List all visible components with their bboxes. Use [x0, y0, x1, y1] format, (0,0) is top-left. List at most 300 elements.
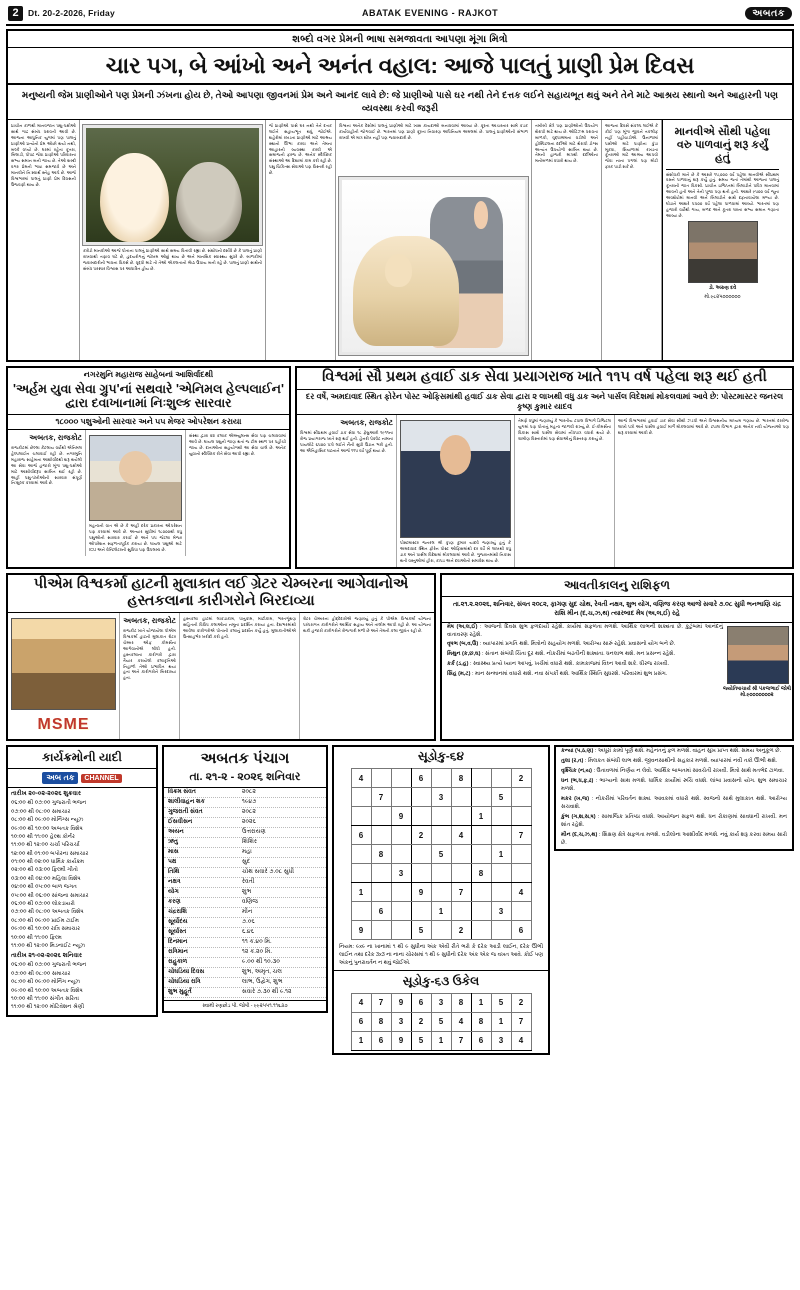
program-line: ૧૧:૦૦ થી ૧૨:૦૦ મોટિવેશન શ્રેણી [11, 1004, 85, 1011]
sudoku-cell[interactable] [491, 883, 511, 902]
program-day-label: તારીખ ૨૦-૦૨-૨૦૨૬ શુક્રવાર [11, 790, 82, 798]
sudoku-cell[interactable]: 9 [391, 807, 411, 826]
masthead-left [8, 6, 115, 21]
program-line: ૦૮:૦૦ થી ૦૯:૦૦ મોર્નિંગ ન્યૂઝ [11, 979, 81, 986]
sudoku-cell[interactable]: 2 [451, 921, 471, 940]
masthead-right [745, 7, 792, 20]
panchang-row [164, 818, 326, 828]
sudoku-cell[interactable] [391, 902, 411, 921]
story2-col3-text: સંસ્થા દ્વારા ૨૪ કલાક એમ્બ્યુલન્સ સેવા પણ ચલાવવામાં આવે છે. ઘાયલ પશુની જાણ થતાં જ ટીમ સ્થળ પર પહોંચી જાય છે. દાતાઓના સહયોગથી આ સેવા ચાલે છે. અનેક યુવાનો સ્વૈચ્છિક રીતે સેવા આપી રહ્યા છે. [189, 433, 286, 456]
panchang-key: શાલીવાહન શક [168, 799, 205, 806]
sudoku-row [351, 769, 531, 788]
rashi-text: અધૂરાં કામો પૂર્ણ થશે. મહેનતનું ફળ મળશે. વાહન સુખ પ્રાપ્ત થશે. સમય અનુકૂળ છે. [597, 748, 781, 755]
sudoku-cell[interactable]: 8 [471, 864, 491, 883]
rashi-sign: સિંહ (મ,ટ) [447, 671, 471, 678]
panchang-block [162, 745, 328, 1013]
rashi-item: તુલા (ર,ત) : મિલકત સંબંધી લાભ થશે. જીવનસાથીનો સહકાર મળશે. વ્યાપારમાં નવી તકો ઊભી થશે. [561, 758, 778, 765]
panchang-row [164, 898, 326, 908]
sudoku-cell[interactable] [431, 807, 451, 826]
sudoku-grid[interactable] [351, 768, 532, 940]
rashi-item: કન્યા (પ,ઠ,ણ) : અધૂરાં કામો પૂર્ણ થશે. મહેનતનું ફળ મળશે. વાહન સુખ પ્રાપ્ત થશે. સમય અનુકૂળ છે. [561, 748, 781, 755]
story4-col2-text: હસ્તકલા હાટમાં લાકડાકામ, ધાતુકામ, માટીકામ, ભરતગૂંથણ સહિતની વિવિધ કલાઓના નમૂના પ્રદર્શિત કરાયા હતા. દેશભરમાંથી આવેલા કારીગરોએ પોતાની કલાનું પ્રદર્શન કર્યું હતું. મુલાકાતીઓએ ઉત્સાહભેર ખરીદી કરી હતી. [183, 616, 296, 639]
sudoku-cell[interactable] [391, 769, 411, 788]
lead-kicker: શબ્દો વગર પ્રેમની ભાષા સમજાવતા આપણા મૂંગા મિત્રો [8, 31, 792, 48]
dog-figure [353, 236, 459, 346]
program-line: ૦૯:૦૦ થી ૧૦:૦૦ રાત્રિ સમાચાર [11, 926, 81, 933]
sudoku-cell[interactable] [491, 807, 511, 826]
sudoku-title: સૂડોકુ-૬૪ [418, 749, 464, 764]
panchang-key: અયન [168, 829, 184, 836]
program-line: ૦૨:૦૦ થી ૦૩:૦૦ ફિલ્મી ગીતો [11, 867, 78, 874]
sudoku-cell[interactable]: 3 [491, 902, 511, 921]
panchang-value: શુભ [241, 889, 252, 896]
panchang-row [164, 868, 326, 878]
panchang-value: ઉત્તરાયણ [241, 829, 266, 836]
rashifal-title: આવતીકાલનુ રાશિફળ [442, 575, 792, 597]
sudoku-cell[interactable]: 8 [451, 769, 471, 788]
postmaster-photo [400, 420, 511, 538]
panchang-key: શુભ મુહૂર્ત [168, 989, 192, 996]
story3-headline: વિશ્વમાં સૌ પ્રથમ હવાઈ ડાક સેવા પ્રયાગરાજ ખાતે ૧૧૫ વર્ષ પહેલા શરૂ થઈ હતી [297, 368, 792, 390]
rashi-text: સ્વાસ્થ્ય પ્રત્યે ધ્યાન આપવું. ખર્ચમાં વધારો થશે. કામકાજમાં વિઘ્ન આવી શકે. ધીરજ રાખવી. [473, 661, 670, 668]
animal-helpline-article [6, 366, 291, 569]
program-line: ૧૨:૦૦ થી ૦૧:૦૦ બપોરના સમાચાર [11, 850, 89, 857]
rashi-text: માન સન્માનમાં વધારો થશે. નવા સંપર્કો થશે. આર્થિક સ્થિતિ સુધરશે. પરિવારમાં શુભ પ્રસંગ. [475, 671, 668, 678]
sudoku-cell[interactable] [351, 902, 371, 921]
rashi-item: કર્ક (ડ,હ) : સ્વાસ્થ્ય પ્રત્યે ધ્યાન આપવું. ખર્ચમાં વધારો થશે. કામકાજમાં વિઘ્ન આવી શકે. ધીરજ રાખવી. [447, 661, 670, 668]
panchang-logo-right: પંચાગ [253, 750, 290, 768]
sudoku-cell[interactable] [471, 826, 491, 845]
sudoku-cell[interactable]: 5 [431, 845, 451, 864]
sudoku-cell[interactable] [371, 826, 391, 845]
boy-and-dog-photo [339, 177, 528, 355]
panchang-row [164, 928, 326, 938]
rashifal-sub: તા.૨૧.૨.૨૦૨૬, શનિવાર, સંવત ૨૦૮૨, ફાગણ સુદ ચોથ, રેવતી નક્ષત્ર, શુભ યોગ, વણિજ કરણ આજે સવારે ૭.૦૮ સુધી ભનભાણિ ચંદ્ર રાશિ મીન (દ,ચ,ઝ,થ) ત્યારબાદ મેષ (અ,લ,ઈ) રહે [442, 597, 792, 623]
sudoku-cell[interactable] [451, 807, 471, 826]
sudoku-cell[interactable] [451, 845, 471, 864]
story3-col-4 [615, 415, 792, 567]
publication-name: ABATAK EVENING - RAJKOT [362, 8, 499, 18]
program-line: ૧૦:૦૦ થી ૧૧:૦૦ સંગીત સરિતા [11, 995, 79, 1002]
sudoku-cell[interactable] [371, 807, 391, 826]
sudoku-cell[interactable] [431, 921, 451, 940]
sudoku-cell[interactable] [371, 769, 391, 788]
panchang-key: સૂર્યાસ્ત [168, 929, 187, 936]
panchang-value: સવારે ૭.૩૦ થી ૯.૧૨ [241, 989, 292, 996]
story3-body [297, 415, 792, 567]
panchang-value: ૬.૪૬ [241, 929, 255, 936]
sudoku-solution-cell: 5 [491, 993, 511, 1012]
story3-col-3 [515, 415, 615, 567]
sudoku-row [351, 902, 531, 921]
story3-col3-text: તેમણે વધુમાં જણાવ્યું કે ભારતીય ટપાલ વિભાગે ડિજિટલ યુગમાં પણ પોતાનું મહત્વ જાળવી રાખ્યું છે. ઈ-કોમર્સના વિકાસ સાથે પાર્સલ સેવામાં નોંધપાત્ર વધારો થયો છે. ગ્રામીણ વિસ્તારોમાં પણ સેવાઓનું વિસ્તરણ કરાયું છે. [518, 418, 611, 442]
sudoku-cell[interactable] [471, 845, 491, 864]
publication-date: Dt. 20-2-2026, Friday [28, 8, 115, 18]
panchang-row [164, 938, 326, 948]
sudoku-cell[interactable] [411, 902, 431, 921]
monk-photo [89, 435, 182, 521]
panchang-footer: સ્વામી રણછોડ પી. જોષી - ૯૯૨૫૫૧.૧૧૬૩૭ [164, 1000, 326, 1011]
panchang-value: ૨૦૮૨ [241, 789, 256, 796]
lead-sidebox [662, 120, 782, 360]
panchang-key: રાહુકાળ [168, 959, 188, 966]
panchang-row [164, 848, 326, 858]
event-photo [11, 618, 116, 710]
panchang-value: ૯.૦૦ થી ૧૦.૩૦ [241, 959, 280, 966]
lead-column-3 [266, 120, 336, 360]
sudoku-solution-cell: 1 [491, 1012, 511, 1031]
sudoku-solution-cell: 2 [511, 993, 531, 1012]
rashi-text: વ્યાપારમાં પ્રગતિ થશે. મિત્રોનો સહયોગ મળશે. આરોગ્ય સારું રહેશે. પ્રવાસનો યોગ બને છે. [482, 641, 676, 648]
rashi-text: નોકરીમાં પરિવર્તન શક્ય. આવકમાં વધારો થશે. સ્વજનો સાથે મુલાકાત થશે. આરોગ્ય સચવાશે. [561, 796, 787, 811]
sudoku-cell[interactable]: 2 [511, 769, 531, 788]
sudoku-row [351, 788, 531, 807]
sudoku-cell[interactable] [491, 769, 511, 788]
sudoku-cell[interactable] [491, 864, 511, 883]
story3-dateline: અબતક, રાજકોટ [340, 418, 393, 428]
sudoku-cell[interactable]: 4 [511, 883, 531, 902]
sudoku-cell[interactable]: 2 [411, 826, 431, 845]
sudoku-cell[interactable]: 5 [411, 921, 431, 940]
panchang-value: સુદ [241, 859, 251, 866]
panchang-key: ચોઘડિયા દિવસ [168, 969, 205, 976]
panchang-row [164, 978, 326, 988]
lead-column-5 [532, 120, 602, 360]
sudoku-cell[interactable] [351, 864, 371, 883]
story2-col-photo [86, 430, 186, 555]
sudoku-cell[interactable] [371, 883, 391, 902]
sudoku-cell[interactable] [391, 845, 411, 864]
sudoku-cell[interactable] [511, 902, 531, 921]
sudoku-cell[interactable] [451, 902, 471, 921]
sudoku-cell[interactable] [511, 807, 531, 826]
sudoku-solution-cell: 8 [471, 1012, 491, 1031]
sudoku-cell[interactable] [431, 883, 451, 902]
sudoku-solution-cell: 8 [451, 993, 471, 1012]
msme-logo: MSME [37, 716, 90, 734]
sidebox-text: સંશોધકો માને છે કે આશરે ૧૫,૦૦૦ વર્ષ પહેલા માનવીએ સૌપ્રથમ વરુને પાળવાનું શરૂ કર્યું હતું. સમય જતાં તેમાંથી આજના પાલતું કૂતરાની જાત વિકસી. પ્રાચીન ઇજિપ્તમાં બિલાડીને પવિત્ર માનવામાં આવતી હતી અને તેની પૂજા પણ થતી હતી. આશરે ૯૫૦૦ વર્ષ જૂના અવશેષોમાં માનવી અને બિલાડીને સાથે દફનાવાયેલા મળ્યા છે. ઘોડાને આશરે ૫૫૦૦ વર્ષ પહેલા પાળવામાં આવ્યો. ભારતમાં પણ હજારો વર્ષોથી ગાય, બળદ અને કૂતરા ઘરના સભ્ય સમાન ગણાતા આવ્યા છે. [666, 171, 779, 218]
sudoku-cell[interactable] [411, 864, 431, 883]
rashi-sign: મેષ (અ,લ,ઈ) [447, 623, 478, 630]
panchang-row [164, 858, 326, 868]
panchang-row [164, 958, 326, 968]
story2-col-3 [186, 430, 289, 555]
panchang-key: કરણ [168, 899, 181, 906]
sudoku-cell[interactable]: 1 [491, 845, 511, 864]
rashi-item: ધન (ભ,ધ,ફ,ઢ) : ભાગ્યનો સાથ મળશે. ધાર્મિક કાર્યોમાં રુચિ વધશે. લાંબા પ્રવાસનો યોગ. શુભ સમાચાર મળશે. [561, 778, 787, 793]
sudoku-cell[interactable] [411, 845, 431, 864]
rashi-text: ઉતાવળમાં નિર્ણય ન લેવો. આર્થિક બાબતમાં સાવચેતી રાખવી. મિત્રો સાથે મતભેદ ટાળવા. [596, 768, 785, 775]
panchang-key: પક્ષ [168, 859, 177, 866]
lead-col2-text: કરોડો માનવીઓ આજે પોતાના પાલતું પ્રાણીઓ સાથે સમય વિતાવી રહ્યા છે. સંશોધનો દર્શાવે છે કે પાલતું પ્રાણી રાખવાથી તણાવ ઘટે છે, હૃદયરોગનું જોખમ ઓછું થાય છે અને માનસિક સ્વાસ્થ્ય સુધરે છે. બાળકોમાં જવાબદારીની ભાવના વિકસે છે. વૃદ્ધો માટે તો તેઓ એકલતાનો શ્રેષ્ઠ ઉપાય બની રહે છે. પાલતું પ્રાણી સાથેનો સંબંધ પરસ્પર વિશ્વાસ પર આધારિત હોય છે. [83, 248, 262, 271]
sudoku-cell[interactable] [411, 807, 431, 826]
sudoku-cell[interactable]: 6 [351, 826, 371, 845]
sudoku-solution-row [351, 1012, 531, 1031]
sudoku-cell[interactable] [431, 769, 451, 788]
program-line: ૦૫:૦૦ થી ૦૬:૦૦ સાંજના સમાચાર [11, 892, 89, 899]
story2-body [8, 430, 289, 555]
panchang-value: રેવતી [241, 879, 255, 886]
panchang-date: તા. ૨૧-૨ - ૨૦૨૬ શનિવાર [164, 769, 326, 788]
program-line: ૦૯:૦૦ થી ૧૦:૦૦ અબતક વિશેષ [11, 825, 83, 832]
sudoku-solution-row [351, 1031, 531, 1050]
sudoku-cell[interactable] [471, 883, 491, 902]
sudoku-solution-cell: 7 [511, 1012, 531, 1031]
sudoku-cell[interactable] [451, 788, 471, 807]
sudoku-cell[interactable]: 6 [411, 769, 431, 788]
sudoku-cell[interactable] [471, 788, 491, 807]
panchang-row [164, 808, 326, 818]
sudoku-solution-cell: 7 [371, 993, 391, 1012]
author-portrait [688, 221, 758, 283]
program-day-2 [8, 950, 156, 1014]
panchang-value: ૭.૦૬ [241, 919, 255, 926]
sudoku-cell[interactable]: 1 [471, 807, 491, 826]
lead-subhead: મનુષ્યની જેમ પ્રાણીઓને પણ પ્રેમની ઝંખના હોય છે, તેઓ આપણા જીવનમાં પ્રેમ અને આનંદ લાવે છે: જે પ્રાણીઓ પાસે ઘર નથી તેને દત્તક લઈને સહાયભૂત થવું અને તેને માટે આશ્રય સ્થાનો અને આહારની પણ વ્યવસ્થા કરવી જરૂરી [8, 85, 792, 120]
rashi-item: વૃષભ (બ,વ,ઉ) : વ્યાપારમાં પ્રગતિ થશે. મિત્રોનો સહયોગ મળશે. આરોગ્ય સારું રહેશે. પ્રવાસનો યોગ બને છે. [447, 641, 676, 648]
rashi-item: વૃશ્ચિક (ન,ય) : ઉતાવળમાં નિર્ણય ન લેવો. આર્થિક બાબતમાં સાવચેતી રાખવી. મિત્રો સાથે મતભેદ ટાળવા. [561, 768, 785, 775]
sudoku-cell[interactable] [351, 807, 371, 826]
sudoku-solution-cell: 3 [491, 1031, 511, 1050]
rashi-sign: કન્યા (પ,ઠ,ણ) [561, 748, 594, 755]
rashi-sign: મકર (ખ,જ) [561, 796, 590, 803]
program-line: ૧૦:૦૦ થી ૧૧:૦૦ હેલ્થ કોર્નર [11, 833, 75, 840]
lead-col1-text: પ્રાચીન કાળથી માનવજાત પશુ-પક્ષીઓ સાથે ગાઢ સંબંધ ધરાવતી આવી છે. આજના આધુનિક યુગમાં પણ પાલતું પ્રાણીઓ પ્રત્યેનો પ્રેમ ઓછો થયો નથી, બલ્કે વધ્યો છે. ઘરમાં રહેતા કૂતરા, બિલાડી, પોપટ જેવા પ્રાણીઓ પરિવારના સભ્ય સમાન બની જાય છે. તેઓ શબ્દો વગર પ્રેમની ભાષા સમજાવે છે અને માનવીને નિઃસ્વાર્થ સ્નેહ આપે છે. આજે વિશ્વભરમાં પાલતું પ્રાણી પ્રેમ દિવસની ઉજવણી થાય છે. [11, 123, 76, 187]
sudoku-cell[interactable]: 4 [351, 769, 371, 788]
sudoku-cell[interactable] [391, 788, 411, 807]
sudoku-cell[interactable] [471, 769, 491, 788]
sudoku-solution-cell: 8 [371, 1012, 391, 1031]
sudoku-cell[interactable] [451, 864, 471, 883]
panchang-key: ઋતુ [168, 839, 178, 846]
sudoku-solution-cell: 9 [391, 1031, 411, 1050]
sudoku-solution-cell: 6 [471, 1031, 491, 1050]
panchang-row [164, 838, 326, 848]
sudoku-solution-cell: 2 [411, 1012, 431, 1031]
sudoku-cell[interactable]: 1 [351, 883, 371, 902]
story4-dateline: અબતક, રાજકોટ [123, 616, 176, 626]
sudoku-cell[interactable]: 6 [371, 902, 391, 921]
sudoku-cell[interactable]: 7 [451, 883, 471, 902]
panchang-value: ૨૦૮૨ [241, 809, 256, 816]
sudoku-cell[interactable] [391, 883, 411, 902]
sudoku-cell[interactable] [511, 845, 531, 864]
rashi-sign: વૃષભ (બ,વ,ઉ) [447, 641, 479, 648]
lead-column-1 [8, 120, 80, 360]
sudoku-solution-cell: 4 [511, 1031, 531, 1050]
sudoku-cell[interactable]: 3 [391, 864, 411, 883]
panchang-row [164, 788, 326, 798]
story4-headline: પીએમ વિશ્વકર્મા હાટની મુલાકાત લઈ ગ્રેટર ચેમ્બરના આગેવાનોએ હસ્તકલાના કારીગરોને બિરદાવ્યા [8, 575, 434, 613]
sudoku-rule: નિયમ: ૯x૯ ના ખાનામાં ૧ થી ૯ સુધીના અંક એવી રીતે ભરો કે દરેક આડી લાઈન, દરેક ઊભી લાઈન તથા દરેક 3x3 ના નાના ચોરસમાં ૧ થી ૯ સુધીનો દરેક અંક એક જ વખત આવે. કોઈ પણ અંકનું પુનરાવર્તન ન થવું જોઈએ. [339, 944, 543, 966]
sidebox-title: માનવીએ સૌથી પહેલા વરુ પાળવાનું શરૂ કર્યું હતું [666, 123, 779, 170]
sudoku-solution-cell: 1 [471, 993, 491, 1012]
program-line: ૦૮:૦૦ થી ૦૯:૦૦ મોર્નિંગ્સ ન્યૂઝ [11, 817, 84, 824]
sudoku-cell[interactable]: 9 [411, 883, 431, 902]
rashi-text: સામાજિક પ્રતિષ્ઠા વધશે. આયોજન સફળ થશે. ધન રોકાણમાં સાવધાની રાખવી. મન શાંત રહેશે. [561, 814, 787, 829]
sudoku-solution-cell: 1 [431, 1031, 451, 1050]
panchang-value: ૧૨ ક.૨૦ મિ. [241, 949, 272, 956]
program-day-label: તારીખ ૨૧-૦૨-૨૦૨૬ શનિવાર [11, 952, 83, 960]
panchang-row [164, 918, 326, 928]
program-line: ૦૮:૦૦ થી ૦૯:૦૦ પ્રાઈમ ટાઈમ [11, 917, 79, 924]
program-line: ૦૬:૦૦ થી ૦૭:૦૦ ગુજરાતી ભજન [11, 800, 87, 807]
sudoku-cell[interactable]: 3 [431, 788, 451, 807]
sudoku-cell[interactable]: 8 [371, 845, 391, 864]
sudoku-solution-cell: 6 [411, 993, 431, 1012]
program-line: ૦૯:૦૦ થી ૧૦:૦૦ અબતક વિશેષ [11, 987, 83, 994]
panchang-value: ૨૦૨૬ [241, 819, 256, 826]
sudoku-row [351, 883, 531, 902]
rashi-sign: મીન (દ,ચ,ઝ,થ) [561, 832, 598, 839]
panchang-key: ગુજરાતી સંવત [168, 809, 203, 816]
sudoku-cell[interactable]: 4 [451, 826, 471, 845]
story3-col-1 [297, 415, 397, 567]
sudoku-cell[interactable]: 7 [371, 788, 391, 807]
program-line: ૦૭:૦૦ થી ૦૮:૦૦ અબતક વિશેષ [11, 909, 84, 916]
sudoku-cell[interactable] [371, 921, 391, 940]
rashi-text: મિલકત સંબંધી લાભ થશે. જીવનસાથીનો સહકાર મળશે. વ્યાપારમાં નવી તકો ઊભી થશે. [587, 758, 778, 765]
lead-column-photo2 [336, 120, 532, 360]
panchang-key: માસ [168, 849, 179, 856]
panchang-value: ૧૯૪૭ [241, 799, 257, 806]
boy-head [474, 201, 489, 230]
sudoku-cell[interactable]: 1 [431, 902, 451, 921]
rashi-text: શિક્ષણ ક્ષેત્રે સફળતા મળશે. વડીલોના આશીર્વાદ મળશે. નવું કાર્ય શરૂ કરવા સમય સારો છે. [561, 832, 788, 847]
sudoku-cell[interactable]: 7 [511, 826, 531, 845]
panchang-key: નક્ષત્ર [168, 879, 181, 886]
program-line: ૦૬:૦૦ થી ૦૭:૦૦ લોકડાયરો [11, 901, 75, 908]
story4-col3-text: ગ્રેટર ચેમ્બરના હોદ્દેદારોએ જણાવ્યું હતું કે પીએમ વિશ્વકર્મા યોજના પરંપરાગત કારીગરોને આર્થિક સહાય અને તાલીમ આપી રહી છે. આ યોજના થકી હજારો કારીગરોને રોજગારી મળી છે અને તેમની કલા જીવંત રહી છે. [303, 616, 431, 634]
rashi-sign: તુલા (ર,ત) [561, 758, 584, 765]
lead-body [8, 120, 792, 360]
brand-logo: અબતક [745, 7, 792, 20]
panchang-key: વિક્રમ સંવત [168, 789, 196, 796]
panchang-key: ઈસવીસન [168, 819, 193, 826]
rashi-item: સિંહ (મ,ટ) : માન સન્માનમાં વધારો થશે. નવા સંપર્કો થશે. આર્થિક સ્થિતિ સુધરશે. પરિવારમાં શુભ પ્રસંગ. [447, 671, 668, 678]
sudoku-cell[interactable]: 6 [511, 921, 531, 940]
cats-photo [83, 125, 262, 245]
story3-col1-text: વિશ્વમાં સૌપ્રથમ હવાઈ ડાક સેવા ૧૮ ફેબ્રુઆરી ૧૯૧૧ના રોજ પ્રયાગરાજ ખાતે શરૂ થઈ હતી. હેનરી પેક્વેટ નામના પાયલોટે ૬૫૦૦ પત્રો લઈને નૈની સુધી ઉડાન ભરી હતી. આ ઐતિહાસિક ઘટનાને આજે ૧૧૫ વર્ષ પૂર્ણ થયા છે. [300, 430, 393, 454]
rashi-item: મેષ (અ,લ,ઈ) : આજનો દિવસ શુભ ફળદાયી રહેશે. કાર્યમાં સફળતા મળશે. આર્થિક લાભની શક્યતા છે. કુટુંબમાં આનંદનું વાતાવરણ રહેશે. [447, 623, 723, 638]
story3-col2-text: પોસ્ટમાસ્ટર જનરલ શ્રી કૃષ્ણ કુમાર યાદવે જણાવ્યું હતું કે અમદાવાદ સ્થિત ફોરેન પોસ્ટ ઓફિસમાંથી દર વર્ષે બે લાખથી વધુ ડાક અને પાર્સલ વિદેશમાં મોકલવામાં આવે છે. ગુજરાતમાંથી નિકાસ થતી વસ્તુઓમાં હીરા, કાપડ અને દવાઓનો સમાવેશ થાય છે. [400, 540, 511, 564]
sudoku-solution-cell: 1 [351, 1031, 371, 1050]
lead-article [6, 29, 794, 362]
panchang-value: શિશિર [241, 839, 257, 846]
lead-col4-text: વિશ્વના અનેક દેશોમાં પાલતું પ્રાણીઓ માટે ખાસ કાયદાઓ બનાવવામાં આવ્યા છે. ક્રૂરતા આચરનાર સામે કડક કાર્યવાહીની જોગવાઈ છે. ભારતમાં પણ પ્રાણી ક્રૂરતા નિવારણ અધિનિયમ અમલમાં છે. પાલતું પ્રાણીઓની સંભાળ રાખવી એ માત્ર શોખ નહીં પણ જવાબદારી છે. [339, 123, 528, 140]
channel-badge-secondary: CHANNEL [81, 774, 121, 783]
sudoku-cell[interactable] [471, 902, 491, 921]
author-contact: મો.૯૮૨૫૦૦૦૦૦૦ [704, 293, 741, 300]
rashifal-list [442, 623, 792, 701]
sudoku-cell[interactable] [471, 921, 491, 940]
author-name: ડો. અરુણ દવે [708, 284, 737, 291]
panchang-logo [164, 747, 326, 769]
rashi-item: મિથુન (ક,છ,ઘ) : સંતાન સંબંધી ચિંતા દૂર થશે. નોકરીમાં બઢતીની શક્યતા. ધનલાભ થશે. મન પ્રસન્ન રહેશે. [447, 651, 675, 658]
sudoku-cell[interactable] [511, 864, 531, 883]
panchang-key: રાત્રિમાન [168, 949, 188, 956]
sudoku-cell[interactable] [491, 826, 511, 845]
program-line: ૦૧:૦૦ થી ૦૨:૦૦ ધાર્મિક કાર્યક્રમ [11, 859, 85, 866]
panchang-rows [164, 788, 326, 998]
sudoku-cell[interactable] [351, 788, 371, 807]
panchang-value: વણિજ [241, 899, 258, 906]
story4-col-2 [180, 613, 300, 739]
sudoku-solution-cell: 7 [451, 1031, 471, 1050]
story2-col-1 [8, 430, 86, 555]
story2-dateline: અબતક, રાજકોટ [29, 433, 82, 443]
sudoku-block [332, 745, 550, 1054]
sudoku-solution-cell: 3 [431, 993, 451, 1012]
panchang-row [164, 888, 326, 898]
second-band [6, 366, 794, 569]
sudoku-cell[interactable] [431, 826, 451, 845]
sudoku-solution-cell: 4 [451, 1012, 471, 1031]
rashi-text: આજનો દિવસ શુભ ફળદાયી રહેશે. કાર્યમાં સફળતા મળશે. આર્થિક લાભની શક્યતા છે. કુટુંબમાં આનંદનું વાતાવરણ રહેશે. [447, 623, 723, 638]
program-title: કાર્યક્રમોની યાદી [8, 747, 156, 769]
sudoku-cell[interactable] [371, 864, 391, 883]
sudoku-cell[interactable]: 5 [491, 788, 511, 807]
air-mail-article [295, 366, 794, 569]
story4-col1-text: રાજકોટ ખાતે યોજાયેલા પીએમ વિશ્વકર્મા હાટની મુલાકાત ગ્રેટર ચેમ્બર ઓફ કોમર્સના આગેવાનોએ લીધી હતી. હસ્તકલાના કારીગરો દ્વારા તૈયાર કરાયેલી કલાકૃતિઓ નિહાળી તેઓ પ્રભાવિત થયા હતા અને કારીગરોને બિરદાવ્યા હતા. [123, 628, 176, 681]
sudoku-cell[interactable] [391, 826, 411, 845]
program-line: ૦૪:૦૦ થી ૦૫:૦૦ બાળ જગત [11, 884, 77, 891]
sudoku-row [351, 807, 531, 826]
panchang-value: શુભ, અમૃત, ચલ [241, 969, 282, 976]
rashifal-continued-block [554, 745, 794, 851]
sudoku-row [351, 845, 531, 864]
rashifal-list-continued [556, 747, 792, 849]
panchang-key: ચંદ્રરાશિ [168, 909, 187, 916]
third-band [6, 573, 794, 741]
story4-body [8, 613, 434, 739]
channel-badge: અબ તક [42, 772, 78, 784]
rashi-sign: કુંભ (ગ,શ,સ,ષ) [561, 814, 596, 821]
sudoku-solution-cell: 3 [391, 1012, 411, 1031]
rashi-text: સંતાન સંબંધી ચિંતા દૂર થશે. નોકરીમાં બઢતીની શક્યતા. ધનલાભ થશે. મન પ્રસન્ન રહેશે. [485, 651, 675, 658]
sudoku-solution-title: સૂડોકુ-૬૩ ઉકેલ [334, 970, 548, 991]
rashi-text: ભાગ્યનો સાથ મળશે. ધાર્મિક કાર્યોમાં રુચિ વધશે. લાંબા પ્રવાસનો યોગ. શુભ સમાચાર મળશે. [561, 778, 787, 793]
sudoku-row [351, 826, 531, 845]
sudoku-cell[interactable] [511, 788, 531, 807]
sudoku-cell[interactable] [391, 921, 411, 940]
program-line: ૦૭:૦૦ થી ૦૮:૦૦ સમાચાર [11, 808, 71, 815]
story3-col-photo [397, 415, 515, 567]
program-day-1 [8, 788, 156, 950]
sudoku-cell[interactable] [351, 845, 371, 864]
dog-head [385, 254, 413, 287]
sudoku-cell[interactable]: 9 [351, 921, 371, 940]
panchang-value: લાભ, ઉદ્વેગ, શુભ [241, 979, 283, 986]
cat-white [100, 153, 169, 242]
panchang-key: તિથિ [168, 869, 180, 876]
program-line: ૦૭:૦૦ થી ૦૮:૦૦ સમાચાર [11, 970, 71, 977]
panchang-row [164, 948, 326, 958]
sudoku-solution-cell: 6 [351, 1012, 371, 1031]
sudoku-row [351, 864, 531, 883]
sudoku-cell[interactable] [411, 788, 431, 807]
sudoku-solution-row [351, 993, 531, 1012]
rashi-sign: ધન (ભ,ધ,ફ,ઢ) [561, 778, 594, 785]
lead-column-photo1 [80, 120, 266, 360]
rashi-item: મીન (દ,ચ,ઝ,થ) : શિક્ષણ ક્ષેત્રે સફળતા મળશે. વડીલોના આશીર્વાદ મળશે. નવું કાર્ય શરૂ કરવા સમય સારો છે. [561, 832, 788, 847]
cat-grey [176, 162, 242, 242]
story2-headline: 'અર્હમ યુવા સેવા ગ્રુપ'નાં સથવારે 'એનિમલ હેલ્પલાઈન' દ્વારા દવાખાનામાં નિઃશુલ્ક સારવાર [8, 381, 289, 415]
sudoku-cell[interactable] [431, 864, 451, 883]
panchang-value: મહા [241, 849, 252, 856]
page-number: 2 [8, 6, 23, 21]
sudoku-cell[interactable] [491, 921, 511, 940]
